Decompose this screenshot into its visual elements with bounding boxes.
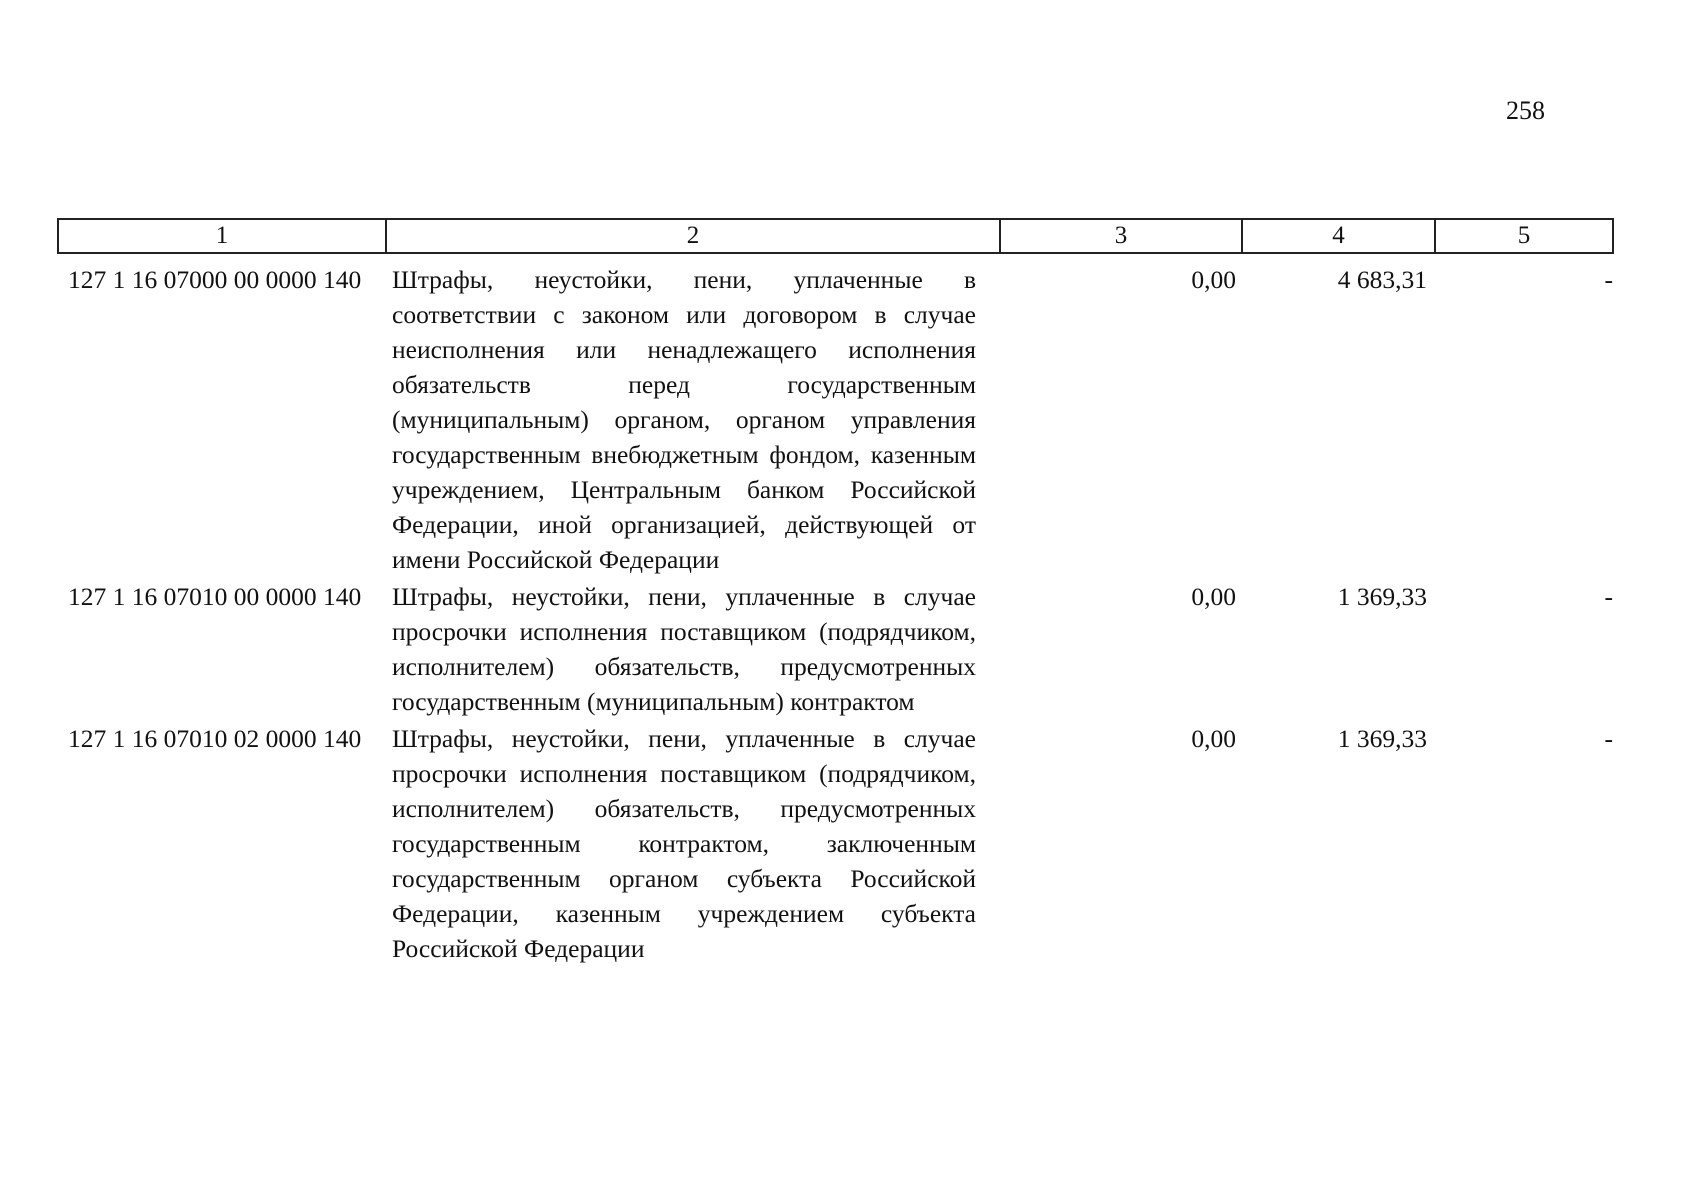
value-col-3: 0,00 [1191,265,1236,294]
row-description: Штрафы, неустойки, пени, уплаченные в случае просрочки исполнения поставщиком (подрядчиком, исполнителем) обязательств, предусмотренных государственным (муниципальным) контрактом [392,582,976,716]
table-row [58,719,1613,966]
table-header [58,219,1613,253]
value-col-3: 0,00 [1191,582,1236,611]
budget-table [57,218,1614,966]
table-row [58,253,1613,577]
value-col-4: 1 369,33 [1337,582,1427,611]
budget-table-container [57,218,1612,966]
value-col-5: - [1604,724,1613,753]
header-col-5: 5 [1435,219,1613,253]
page-number: 258 [1506,96,1545,125]
row-description: Штрафы, неустойки, пени, уплаченные в соответствии с законом или договором в случае неисполнения или ненадлежащего исполнения обязательств перед государственным (муниципальным) органом, органом управления государственным внебюджетным фондом, казенным учреждением, Центральным банком Российской Федерации, иной организацией, действующей от имени Российской Федерации [392,265,976,574]
budget-code: 127 1 16 07010 02 0000 140 [68,724,362,753]
header-col-2: 2 [386,219,1000,253]
header-col-3: 3 [1000,219,1242,253]
value-col-4: 4 683,31 [1337,265,1427,294]
budget-code: 127 1 16 07010 00 0000 140 [68,582,362,611]
table-row [58,577,1613,719]
header-row [58,219,1613,253]
value-col-3: 0,00 [1191,724,1236,753]
row-description: Штрафы, неустойки, пени, уплаченные в случае просрочки исполнения поставщиком (подрядчиком, исполнителем) обязательств, предусмотренных государственным контрактом, заключенным государственным органом субъекта Российской Федерации, казенным учреждением субъекта Российской Федерации [392,724,976,963]
header-col-1: 1 [58,219,386,253]
header-col-4: 4 [1242,219,1435,253]
value-col-5: - [1604,265,1613,294]
budget-code: 127 1 16 07000 00 0000 140 [68,265,362,294]
value-col-4: 1 369,33 [1337,724,1427,753]
table-body [58,253,1613,966]
value-col-5: - [1604,582,1613,611]
